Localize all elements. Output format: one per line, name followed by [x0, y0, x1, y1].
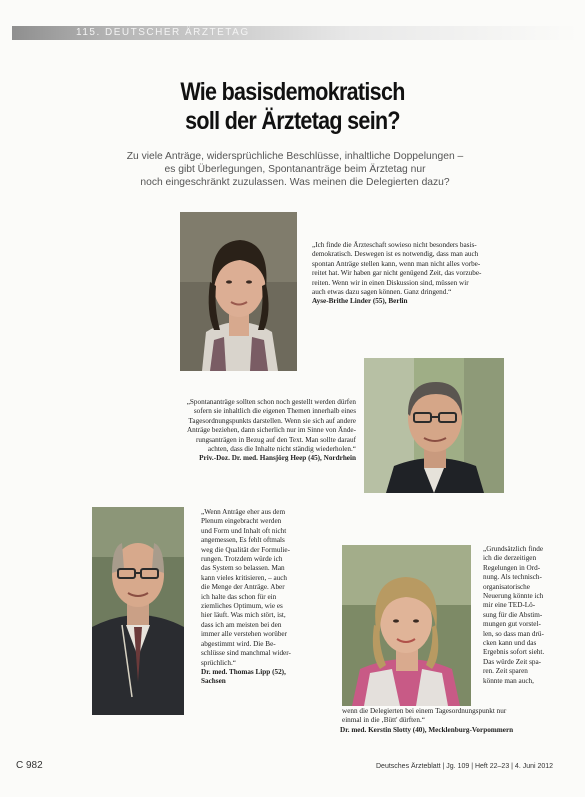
quote-line: einmal in die ‚Bütt' dürften.“ [342, 716, 425, 725]
lead-line1: Zu viele Anträge, widersprüchliche Beschlüsse, inhaltliche Doppelungen – [126, 151, 464, 162]
quote-line: angemessen, Es fehlt oftmals [201, 536, 285, 545]
quote-lipp [201, 508, 331, 687]
quote-line: achten, dass die Inhalte nicht ständig wiederholen.“ [207, 445, 356, 454]
quote-line: könnte man auch, [483, 676, 534, 685]
quote-line: Neuerung könnte ich [483, 592, 544, 601]
quote-line: Anträge beziehen, dann sicherlich nur im Sinne von Ände- [186, 426, 356, 435]
quote-line: sung für die Abstim- [483, 610, 543, 619]
portrait-lipp [92, 507, 184, 715]
section-header-bar [12, 26, 578, 40]
portrait-heep [364, 358, 504, 493]
quote-line: Regelungen in Ord- [483, 563, 541, 572]
page-number: C 982 [16, 760, 43, 771]
quote-line: dass ich am meisten bei den [201, 620, 282, 629]
quote-line: rungsanträgen in Bezug auf den Text. Man sollte darauf [195, 435, 356, 444]
quote-line: „Spontananträge sollten schon noch gestellt werden dürfen [186, 398, 356, 406]
quote-author: Dr. med. Kerstin Slotty (40), Mecklenburg-Vorpommern [340, 725, 514, 734]
quote-line: hier läuft. Was mich stört, ist, [201, 611, 286, 620]
quote-heep [98, 398, 356, 464]
portrait-heep-image [364, 358, 504, 493]
portrait-lipp-image [92, 507, 184, 715]
quote-line: spontan Anträge stellen kann, wenn man nicht alles vorbe- [312, 259, 481, 268]
quote-line: ich halte das schon für ein [201, 592, 277, 601]
quote-line: „Ich finde die Ärzteschaft sowieso nicht besonders basis- [312, 241, 477, 249]
quote-line: Tagesordnungspunkts darstellen. Wenn sie sich auf andere [188, 416, 356, 425]
quote-line: sofern sie inhaltlich die eigenen Themen innerhalb eines [193, 407, 356, 416]
quote-line: wenn die Delegierten bei einem Tagesordnungspunkt nur [342, 707, 507, 715]
quote-line: mungen gut vorstel- [483, 620, 541, 629]
quote-line: cken kann und das [483, 639, 537, 648]
quote-line: „Wenn Anträge eher aus dem [201, 508, 286, 516]
quote-line: und Form und Inhalt oft nicht [201, 526, 287, 535]
quote-line: weg die Qualität der Formulie- [201, 545, 291, 554]
quote-line: reitet hat. Wir haben gar nicht genügend Zeit, das vorzube- [312, 269, 482, 278]
quote-line: Ergebnis sofort sieht. [483, 648, 545, 657]
quote-line: mir eine TED-Lö- [483, 601, 536, 610]
quote-line: rungen. Trotzdem würde ich [201, 555, 283, 564]
quote-slotty-tail [342, 707, 578, 735]
quote-line: Plenum eingebracht werden [201, 517, 282, 526]
quote-author: Ayse-Brithe Linder (55), Berlin [312, 297, 408, 306]
quote-line: reiten. Wenn wir in einen Diskussion sind, müssen wir [312, 278, 469, 287]
quote-line: len, so dass man drü- [483, 629, 544, 638]
quote-author: Dr. med. Thomas Lipp (52), [201, 667, 286, 676]
quote-line: Das würde Zeit spa- [483, 657, 542, 666]
journal-citation: Deutsches Ärzteblatt | Jg. 109 | Heft 22–23 | 4. Juni 2012 [376, 763, 554, 770]
portrait-linder [180, 212, 297, 371]
quote-line: die Menge der Anträge. Aber [201, 583, 285, 592]
page-title-line1: Wie basisdemokratisch [180, 78, 405, 106]
quote-line: sprüchlich.“ [201, 658, 236, 667]
quote-line: schlüsse sind manchmal wider- [201, 649, 291, 658]
section-header: 115. DEUTSCHER ÄRZTETAG [76, 27, 250, 38]
page-title-line2: soll der Ärztetag sein? [185, 107, 400, 135]
portrait-slotty [342, 545, 471, 706]
lead-line3: noch eingeschränkt zuzulassen. Was meinen die Delegierten dazu? [140, 177, 450, 188]
quote-line: „Grundsätzlich finde [483, 545, 544, 553]
quote-linder [312, 241, 557, 307]
quote-line: immer alle verstehen worüber [201, 630, 288, 639]
quote-line: organisatorische [483, 582, 530, 591]
quote-line: ren. Zeit sparen [483, 667, 528, 676]
quote-line: demokratisch. Deswegen ist es notwendig, dass man auch [312, 250, 479, 259]
quote-line: ziemliches Optimum, wie es [201, 602, 283, 611]
lead-line2: es gibt Überlegungen, Spontananträge beim Ärztetag nur [164, 164, 426, 175]
quote-slotty [483, 545, 573, 686]
quote-author-region: Sachsen [201, 677, 226, 686]
quote-line: ich die derzeitigen [483, 554, 537, 563]
quote-line: auch etwas dazu sagen können. Ganz dringend.“ [312, 288, 452, 297]
quote-line: das System so belassen. Man [201, 564, 285, 573]
quote-author: Priv.-Doz. Dr. med. Hansjörg Heep (45), Nordrhein [199, 454, 356, 463]
quote-line: abgestimmt wird. Die Be- [201, 639, 276, 648]
quote-line: nung. Als technisch- [483, 573, 542, 582]
portrait-slotty-image [342, 545, 471, 706]
portrait-linder-image [180, 212, 297, 371]
quote-line: kann vieles kritisieren, – auch [201, 573, 288, 582]
